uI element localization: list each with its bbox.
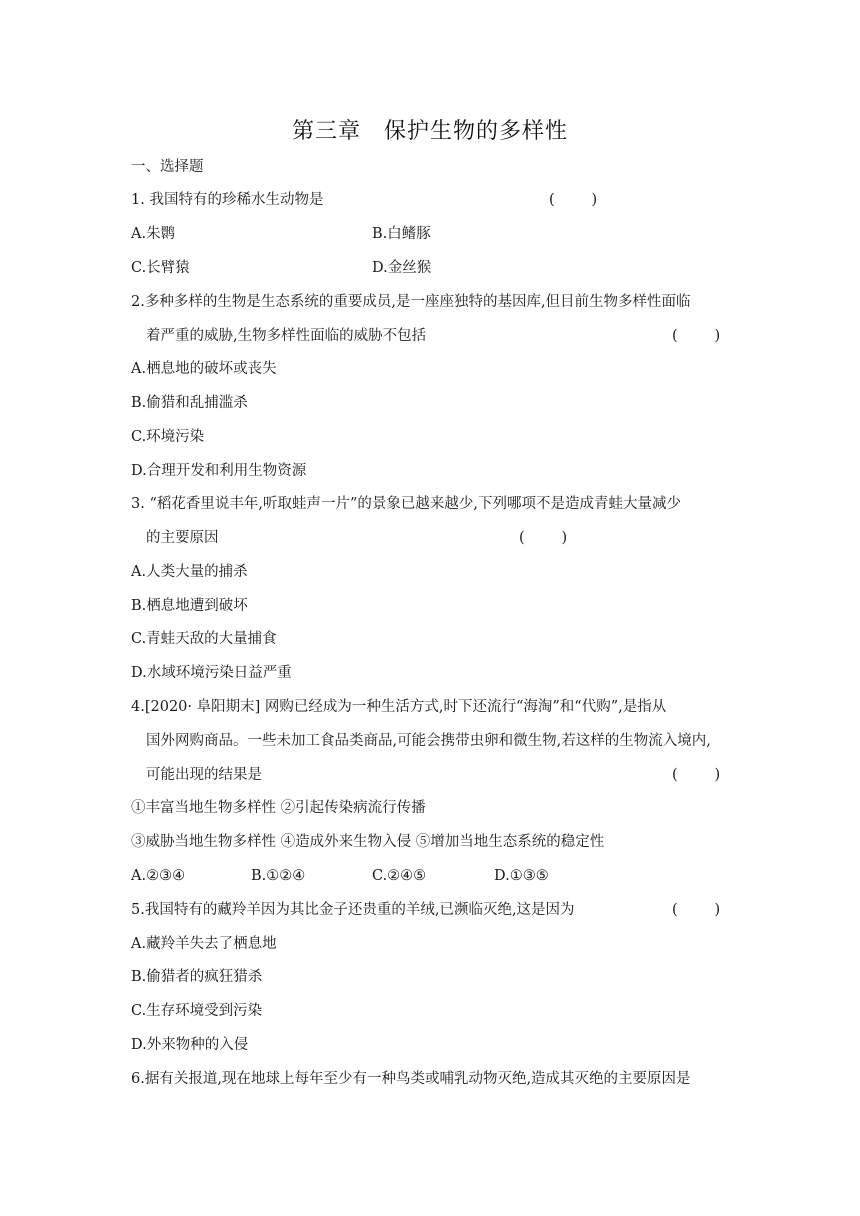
question-3-stem-line-2: 的主要原因 (146, 530, 219, 546)
question-1-option-d: D.金丝猴 (372, 260, 432, 276)
question-3-stem-line-1: 3. “稻花香里说丰年,听取蛙声一片”的景象已越来越少,下列哪项不是造成青蛙大量减少 (131, 496, 681, 512)
question-4-stem-line-3: 可能出现的结果是 (146, 767, 262, 783)
question-4-option-a: A.②③④ (131, 868, 186, 884)
question-1-option-a: A.朱鹮 (131, 226, 176, 242)
question-3-option-c: C.青蛙天敌的大量捕食 (131, 631, 277, 647)
question-2-stem-line-1: 2.多种多样的生物是生态系统的重要成员,是一座座独特的基因库,但目前生物多样性面临 (131, 294, 691, 310)
question-4-stem-line-1: 4.[2020· 阜阳期末] 网购已经成为一种生活方式,时下还流行“海淘”和“代购”,是指从 (131, 699, 667, 715)
question-4-option-d: D.①③⑤ (494, 868, 549, 884)
question-3-option-d: D.水域环境污染日益严重 (131, 665, 292, 681)
question-5-option-b: B.偷猎者的疯狂猎杀 (131, 969, 263, 985)
question-1-option-b: B.白鳍豚 (372, 226, 431, 242)
section-heading: 一、选择题 (131, 159, 204, 175)
question-2-option-d: D.合理开发和利用生物资源 (131, 463, 307, 479)
question-5-option-a: A.藏羚羊失去了栖息地 (131, 936, 277, 952)
question-4-items-line-1: ①丰富当地生物多样性 ②引起传染病流行传播 (131, 800, 426, 816)
question-1-option-c: C.长臂猿 (131, 260, 190, 276)
question-2-option-a: A.栖息地的破坏或丧失 (131, 361, 277, 377)
question-2-option-b: B.偷猎和乱捕滥杀 (131, 395, 248, 411)
question-3-answer-blank: ( ) (519, 530, 568, 546)
question-5-option-d: D.外来物种的入侵 (131, 1037, 249, 1053)
question-4-answer-blank: ( ) (672, 767, 721, 783)
question-4-option-b: B.①②④ (251, 868, 306, 884)
question-2-stem-line-2: 着严重的威胁,生物多样性面临的威胁不包括 (146, 328, 427, 344)
question-6-stem-line-1: 6.据有关报道,现在地球上每年至少有一种鸟类或哺乳动物灭绝,造成其灭绝的主要原因是 (131, 1071, 691, 1087)
question-3-option-a: A.人类大量的捕杀 (131, 564, 248, 580)
question-2-answer-blank: ( ) (672, 328, 721, 344)
question-2-option-c: C.环境污染 (131, 429, 205, 445)
question-5-option-c: C.生存环境受到污染 (131, 1003, 263, 1019)
question-5-answer-blank: ( ) (672, 902, 721, 918)
question-1-stem: 1. 我国特有的珍稀水生动物是 (131, 192, 324, 208)
question-5-stem: 5.我国特有的藏羚羊因为其比金子还贵重的羊绒,已濒临灭绝,这是因为 (131, 902, 575, 918)
page-title: 第三章 保护生物的多样性 (291, 119, 568, 144)
question-1-answer-blank: ( ) (549, 192, 598, 208)
question-3-option-b: B.栖息地遭到破坏 (131, 598, 248, 614)
question-4-option-c: C.②④⑤ (372, 868, 427, 884)
question-4-items-line-2: ③威胁当地生物多样性 ④造成外来生物入侵 ⑤增加当地生态系统的稳定性 (131, 834, 605, 850)
question-4-stem-line-2: 国外网购商品。一些未加工食品类商品,可能会携带虫卵和微生物,若这样的生物流入境内, (146, 733, 711, 749)
